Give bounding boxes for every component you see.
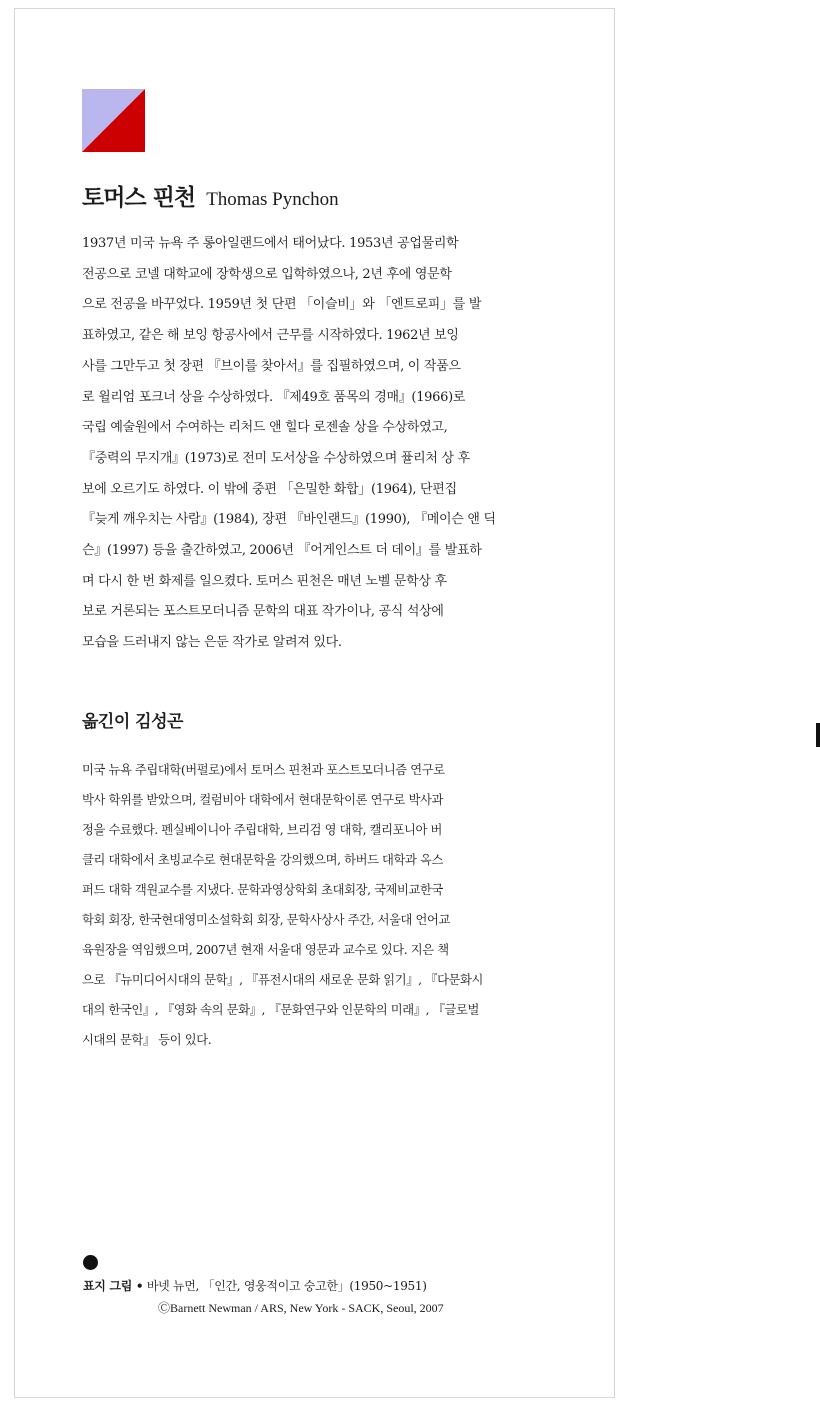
author-biography	[82, 229, 528, 659]
bio-line: 으로 전공을 바꾸었다. 1959년 첫 단편 「이슬비」와 「엔트로피」를 발	[82, 297, 482, 313]
bio-line: 모습을 드러내지 않는 은둔 작가로 알려져 있다.	[82, 635, 342, 651]
bio-line: 1937년 미국 뉴욕 주 롱아일랜드에서 태어났다. 1953년 공업물리학	[82, 236, 459, 251]
translator-line: 클리 대학에서 초빙교수로 현대문학을 강의했으며, 하버드 대학과 옥스	[82, 853, 443, 867]
bio-line: 로 윌리엄 포크너 상을 수상하였다. 『제49호 품목의 경매』(1966)로	[82, 389, 466, 405]
cover-art-credit	[83, 1277, 427, 1294]
emblem-graphic	[82, 89, 145, 152]
bullet-dot-icon	[83, 1255, 98, 1270]
translator-line: 미국 뉴욕 주립대학(버펄로)에서 토머스 핀천과 포스트모더니즘 연구로	[82, 763, 445, 777]
translator-line: 으로 『뉴미디어시대의 문학』, 『퓨전시대의 새로운 문화 읽기』, 『다문화시	[82, 973, 483, 987]
bio-line: 슨』(1997) 등을 출간하였고, 2006년 『어게인스트 더 데이』를 발표하	[82, 543, 482, 559]
translator-line: 박사 학위를 받았으며, 컬럼비아 대학에서 현대문학이론 연구로 박사과	[82, 793, 443, 807]
cover-art-description: 바넷 뉴먼, 「인간, 영웅적이고 숭고한」(1950~1951)	[146, 1279, 427, 1293]
bio-line: 사를 그만두고 첫 장편 『브이를 찾아서』를 집필하였으며, 이 작품으	[82, 358, 461, 374]
text-cursor-icon	[816, 723, 820, 747]
bio-line: 전공으로 코넬 대학교에 장학생으로 입학하였으나, 2년 후에 영문학	[82, 266, 452, 282]
translator-line: 시대의 문학』 등이 있다.	[82, 1033, 212, 1047]
book-flap-page	[14, 8, 615, 1398]
color-block-emblem-icon	[82, 89, 145, 152]
translator-line: 학회 회장, 한국현대영미소설학회 회장, 문학사상사 주간, 서울대 언어교	[82, 913, 450, 927]
translator-line: 정을 수료했다. 펜실베이니아 주립대학, 브리검 영 대학, 캘리포니아 버	[82, 823, 443, 837]
bio-line: 보로 거론되는 포스트모더니즘 문학의 대표 작가이나, 공식 석상에	[82, 604, 444, 620]
cover-art-copyright: ⒸBarnett Newman / ARS, New York - SACK, Seoul, 2007	[158, 1301, 444, 1315]
translator-line: 육원장을 역임했으며, 2007년 현재 서울대 영문과 교수로 있다. 지은 책	[82, 943, 449, 957]
bio-line: 국립 예술원에서 수여하는 리처드 앤 힐다 로젠솔 상을 수상하였고,	[82, 420, 448, 436]
translator-line: 대의 한국인』, 『영화 속의 문화』, 『문화연구와 인문학의 미래』, 『글로벌	[82, 1003, 479, 1017]
translator-heading: 옮긴이 김성곤	[82, 712, 183, 732]
author-name-korean: 토머스 핀천	[82, 184, 196, 211]
cover-art-label: 표지 그림 •	[83, 1279, 144, 1293]
translator-line: 퍼드 대학 객원교수를 지냈다. 문학과영상학회 초대회장, 국제비교한국	[82, 883, 443, 897]
bio-line: 『늦게 깨우치는 사람』(1984), 장편 『바인랜드』(1990), 『메이슨 앤 딕	[82, 512, 496, 528]
translator-biography	[82, 755, 528, 1055]
bio-line: 표하였고, 같은 해 보잉 항공사에서 근무를 시작하였다. 1962년 보잉	[82, 328, 459, 344]
author-title	[82, 179, 339, 212]
author-name-english: Thomas Pynchon	[206, 189, 339, 210]
bio-line: 『중력의 무지개』(1973)로 전미 도서상을 수상하였으며 퓰리처 상 후	[82, 450, 470, 466]
bio-line: 며 다시 한 번 화제를 일으켰다. 토머스 핀천은 매년 노벨 문학상 후	[82, 573, 447, 589]
bio-line: 보에 오르기도 하였다. 이 밖에 중편 「은밀한 화합」(1964), 단편집	[82, 481, 457, 497]
